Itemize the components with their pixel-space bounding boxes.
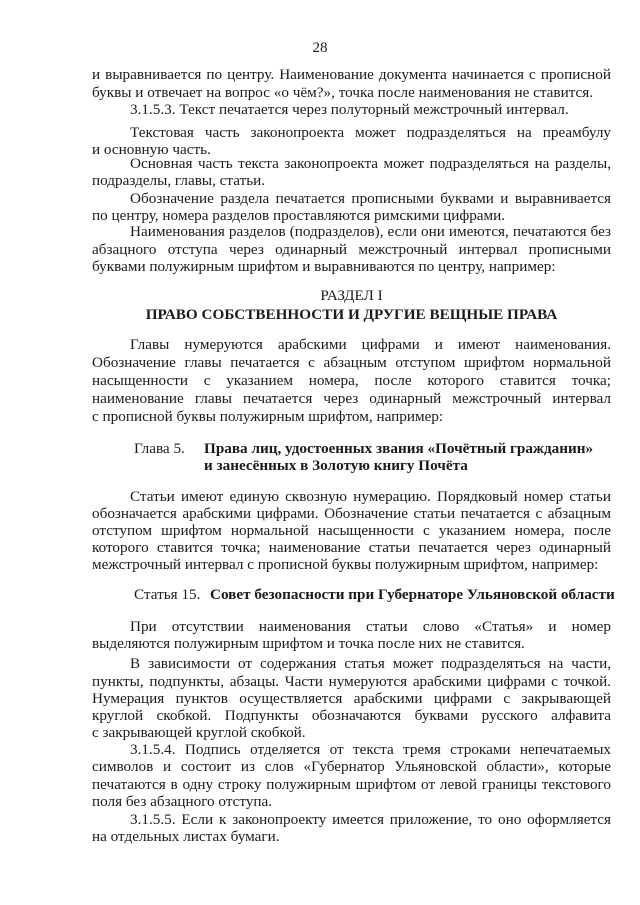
text-line: на отдельных листах бумаги. [92, 828, 280, 845]
text-line: поля без абзацного отступа. [92, 793, 273, 810]
text-line: обозначается арабскими цифрами. Обозначение статьи печатается с абзацным [92, 505, 611, 522]
text-line: Главы нумеруются арабскими цифрами и имеют наименования. [130, 336, 611, 353]
text-line: межстрочный интервал с прописной буквы полужирным шрифтом, например: [92, 556, 599, 573]
text-line: Нумерация пунктов осуществляется арабскими цифрами с закрывающей [92, 690, 611, 707]
section-label: РАЗДЕЛ I [320, 287, 383, 304]
text-line: по центру, номера разделов проставляются римскими цифрами. [92, 207, 506, 224]
section-title: ПРАВО СОБСТВЕННОСТИ И ДРУГИЕ ВЕЩНЫЕ ПРАВА [145, 306, 558, 323]
chapter-label: Глава 5. [134, 440, 185, 457]
text-line: с закрывающей круглой скобкой. [92, 724, 306, 741]
text-line: При отсутствии наименования статьи слово «Статья» и номер [130, 618, 611, 635]
text-line: круглой скобкой. Подпункты обозначаются буквами русского алфавита [92, 707, 611, 724]
text-line: Обозначение главы печатается с абзацным отступом шрифтом нормальной [92, 354, 611, 371]
text-line: 3.1.5.3. Текст печатается через полуторный межстрочный интервал. [130, 101, 569, 118]
text-line: и основную часть. [92, 141, 211, 158]
text-line: пункты, подпункты, абзацы. Части нумеруются арабскими цифрами с точкой. [92, 673, 611, 690]
text-line: абзацного отступа через одинарный межстрочный интервал прописными [92, 241, 611, 258]
article-label: Статья 15. [134, 586, 201, 603]
text-line: которого ставится точка; наименование статьи печатается через одинарный [92, 539, 611, 556]
text-line: буквы и отвечает на вопрос «о чём?», точка после наименования не ставится. [92, 84, 594, 101]
text-line: Статьи имеют единую сквозную нумерацию. Порядковый номер статьи [130, 488, 611, 505]
article-heading-example [134, 586, 615, 603]
text-line: Текстовая часть законопроекта может подразделяться на преамбулу [130, 124, 611, 141]
text-line: В зависимости от содержания статья может подразделяться на части, [130, 655, 611, 672]
text-line: с прописной буквы полужирным шрифтом, например: [92, 408, 444, 425]
text-line: насыщенности с указанием номера, после которого ставится точка; [92, 372, 611, 389]
text-line: подразделы, главы, статьи. [92, 172, 266, 189]
page-number: 28 [312, 40, 328, 56]
text-line: Основная часть текста законопроекта может подразделяться на разделы, [130, 155, 611, 172]
chapter-heading-example [134, 440, 611, 457]
text-line: Наименования разделов (подразделов), если они имеются, печатаются без [130, 223, 611, 240]
text-line: 3.1.5.5. Если к законопроекту имеется приложение, то оно оформляется [130, 811, 611, 828]
text-line: отступом шрифтом нормальной насыщенности с указанием номера, после [92, 522, 611, 539]
chapter-title: Права лиц, удостоенных звания «Почётный гражданин» [204, 440, 594, 457]
text-line: печатаются в одну строку полужирным шрифтом от левой границы текстового [92, 776, 611, 793]
chapter-title-continued: и занесённых в Золотую книгу Почёта [204, 457, 468, 474]
text-line: выделяются полужирным шрифтом и точка после них не ставится. [92, 635, 525, 652]
text-line: символов и состоит из слов «Губернатор Ульяновской области», которые [92, 758, 611, 775]
text-line: и выравнивается по центру. Наименование документа начинается с прописной [92, 66, 611, 83]
text-line: 3.1.5.4. Подпись отделяется от текста тремя строками непечатаемых [130, 741, 611, 758]
article-title: Совет безопасности при Губернаторе Ульяновской области [210, 586, 615, 603]
text-line: наименование главы печатается через одинарный межстрочный интервал [92, 390, 611, 407]
text-line: Обозначение раздела печатается прописными буквами и выравнивается [130, 190, 611, 207]
text-line: буквами полужирным шрифтом и выравниваются по центру, например: [92, 258, 556, 275]
